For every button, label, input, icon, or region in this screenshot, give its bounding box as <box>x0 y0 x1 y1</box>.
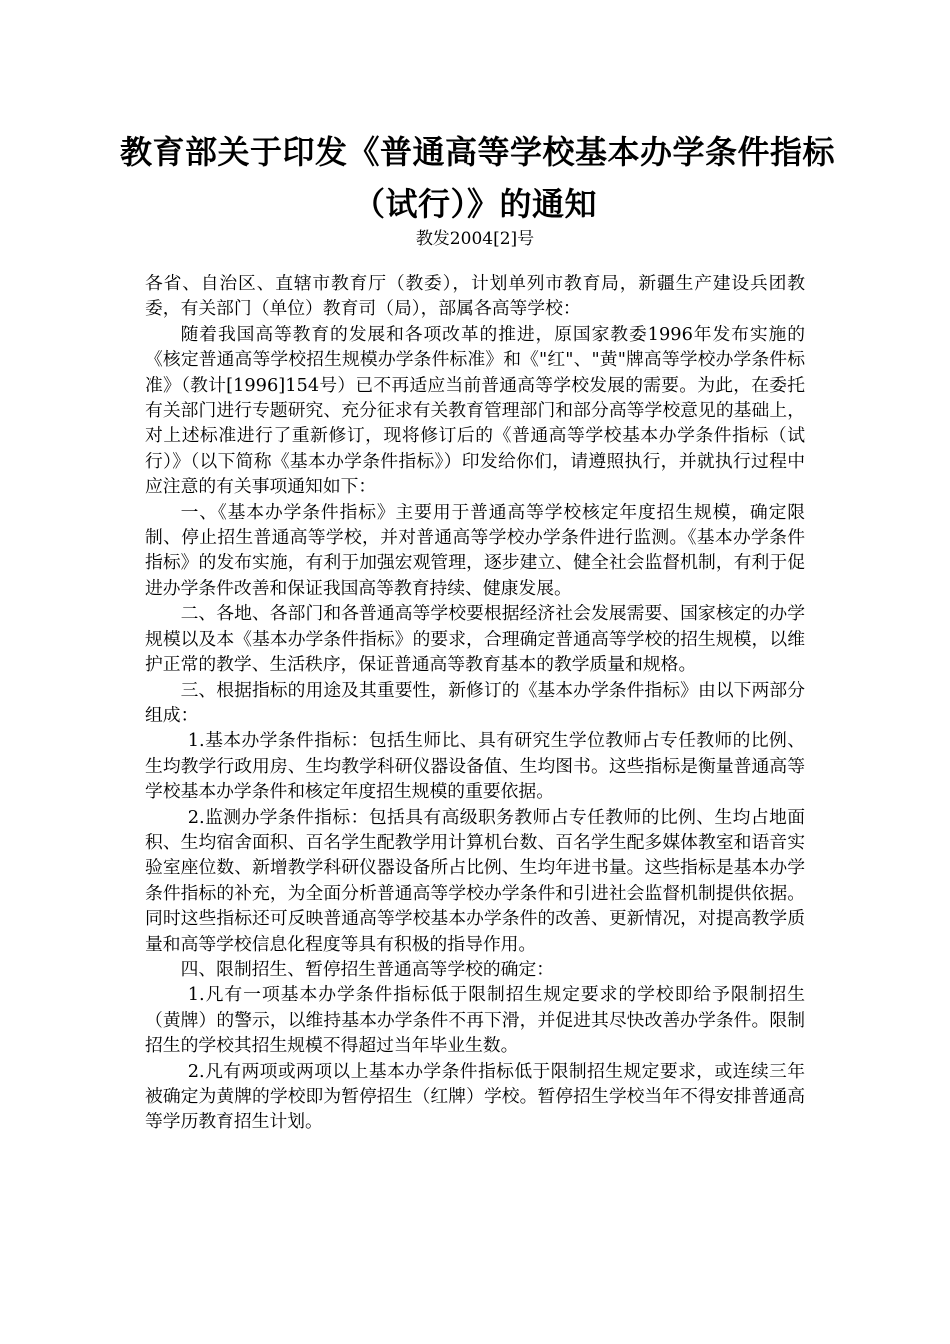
section-4-paragraph: 四、限制招生、暂停招生普通高等学校的确定： <box>180 958 555 980</box>
intro-paragraph: 随着我国高等教育的发展和各项改革的推进，原国家教委1996年发布实施的《核定普通高等学校招生规模办学条件标准》和《"红"、"黄"牌高等学校办学条件标准》（教计[1996]154号）已不再适应当前普通高等学校发展的需要。为此，在委托有关部门进行专题研究、充分征求有关教育管理部门和部分高等学校意见的基础上，对上述标准进行了重新修订，现将修订后的《普通高等学校基本办学条件指标（试行）》（以下简称《基本办学条件指标》）印发给你们，请遵照执行，并就执行过程中应注意的有关事项通知如下： <box>145 323 805 498</box>
section-1-paragraph: 一、《基本办学条件指标》主要用于普通高等学校核定年度招生规模，确定限制、停止招生普通高等学校，并对普通高等学校办学条件进行监测。《基本办学条件指标》的发布实施，有利于加强宏观管理，逐步建立、健全社会监督机制，有利于促进办学条件改善和保证我国高等教育持续、健康发展。 <box>145 501 805 599</box>
section-3-item-2: 2.监测办学条件指标：包括具有高级职务教师占专任教师的比例、生均占地面积、生均宿舍面积、百名学生配教学用计算机台数、百名学生配多媒体教室和语音实验室座位数、新增教学科研仪器设备所占比例、生均年进书量。这些指标是基本办学条件指标的补充，为全面分析普通高等学校办学条件和引进社会监督机制提供依据。同时这些指标还可反映普通高等学校基本办学条件的改善、更新情况，对提高教学质量和高等学校信息化程度等具有积极的指导作用。 <box>145 806 805 955</box>
document-number: 教发2004[2]号 <box>415 229 535 249</box>
section-4-item-1: 1.凡有一项基本办学条件指标低于限制招生规定要求的学校即给予限制招生（黄牌）的警示，以维持基本办学条件不再下滑，并促进其尽快改善办学条件。限制招生的学校其招生规模不得超过当年毕业生数。 <box>145 984 805 1057</box>
document-title-line-1: 教育部关于印发《普通高等学校基本办学条件指标 <box>120 133 836 171</box>
section-4-item-2: 2.凡有两项或两项以上基本办学条件指标低于限制招生规定要求，或连续三年被确定为黄牌的学校即为暂停招生（红牌）学校。暂停招生学校当年不得安排普通高等学历教育招生计划。 <box>145 1060 805 1133</box>
salutation-paragraph: 各省、自治区、直辖市教育厅（教委），计划单列市教育局，新疆生产建设兵团教委，有关部门（单位）教育司（局），部属各高等学校： <box>145 273 805 320</box>
section-2-paragraph: 二、各地、各部门和各普通高等学校要根据经济社会发展需要、国家核定的办学规模以及本《基本办学条件指标》的要求，合理确定普通高等学校的招生规模，以维护正常的教学、生活秩序，保证普通高等教育基本的教学质量和规格。 <box>145 603 805 676</box>
section-3-paragraph: 三、根据指标的用途及其重要性，新修订的《基本办学条件指标》由以下两部分组成： <box>145 679 805 726</box>
document-title-line-2: （试行）》的通知 <box>352 185 597 223</box>
document-body <box>145 271 805 1135</box>
section-3-item-1: 1.基本办学条件指标：包括生师比、具有研究生学位教师占专任教师的比例、生均教学行政用房、生均教学科研仪器设备值、生均图书。这些指标是衡量普通高等学校基本办学条件和核定年度招生规模的重要依据。 <box>145 730 805 803</box>
